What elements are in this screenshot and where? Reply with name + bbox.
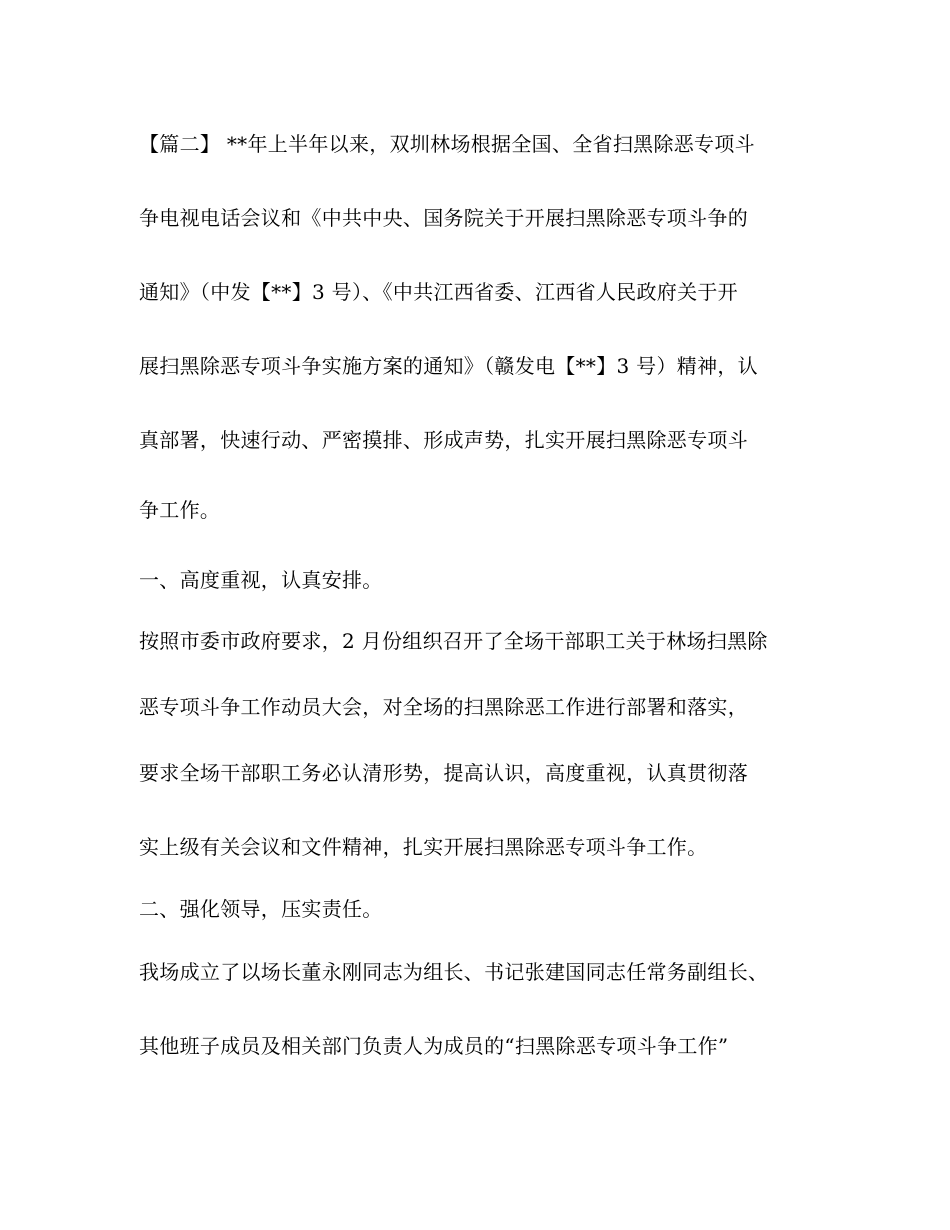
paragraph-line: 按照市委市政府要求，2 月份组织召开了全场干部职工关于林场扫黑除: [139, 629, 768, 653]
paragraph-line: 其他班子成员及相关部门负责人为成员的“扫黑除恶专项斗争工作”: [139, 1034, 729, 1058]
paragraph-line: 我场成立了以场长董永刚同志为组长、书记张建国同志任常务副组长、: [139, 960, 769, 984]
section-heading: 一、高度重视，认真安排。: [139, 568, 383, 592]
paragraph-line: 争工作。: [139, 498, 221, 522]
paragraph-line: 展扫黑除恶专项斗争实施方案的通知》（赣发电【**】3 号）精神，认: [139, 354, 758, 378]
paragraph-line: 实上级有关会议和文件精神，扎实开展扫黑除恶专项斗争工作。: [139, 835, 708, 859]
section-heading: 二、强化领导，压实责任。: [139, 897, 383, 921]
paragraph-line: 通知》（中发【**】3 号）、《中共江西省委、江西省人民政府关于开: [139, 280, 738, 304]
paragraph-line: 恶专项斗争工作动员大会，对全场的扫黑除恶工作进行部署和落实，: [139, 695, 748, 719]
paragraph-line: 争电视电话会议和《中共中央、国务院关于开展扫黑除恶专项斗争的: [139, 206, 748, 230]
paragraph-line: 真部署，快速行动、严密摸排、形成声势，扎实开展扫黑除恶专项斗: [139, 428, 748, 452]
paragraph-line: 要求全场干部职工务必认清形势，提高认识，高度重视，认真贯彻落: [139, 761, 748, 785]
paragraph-line: 【篇二】 **年上半年以来，双圳林场根据全国、全省扫黑除恶专项斗: [139, 132, 755, 156]
